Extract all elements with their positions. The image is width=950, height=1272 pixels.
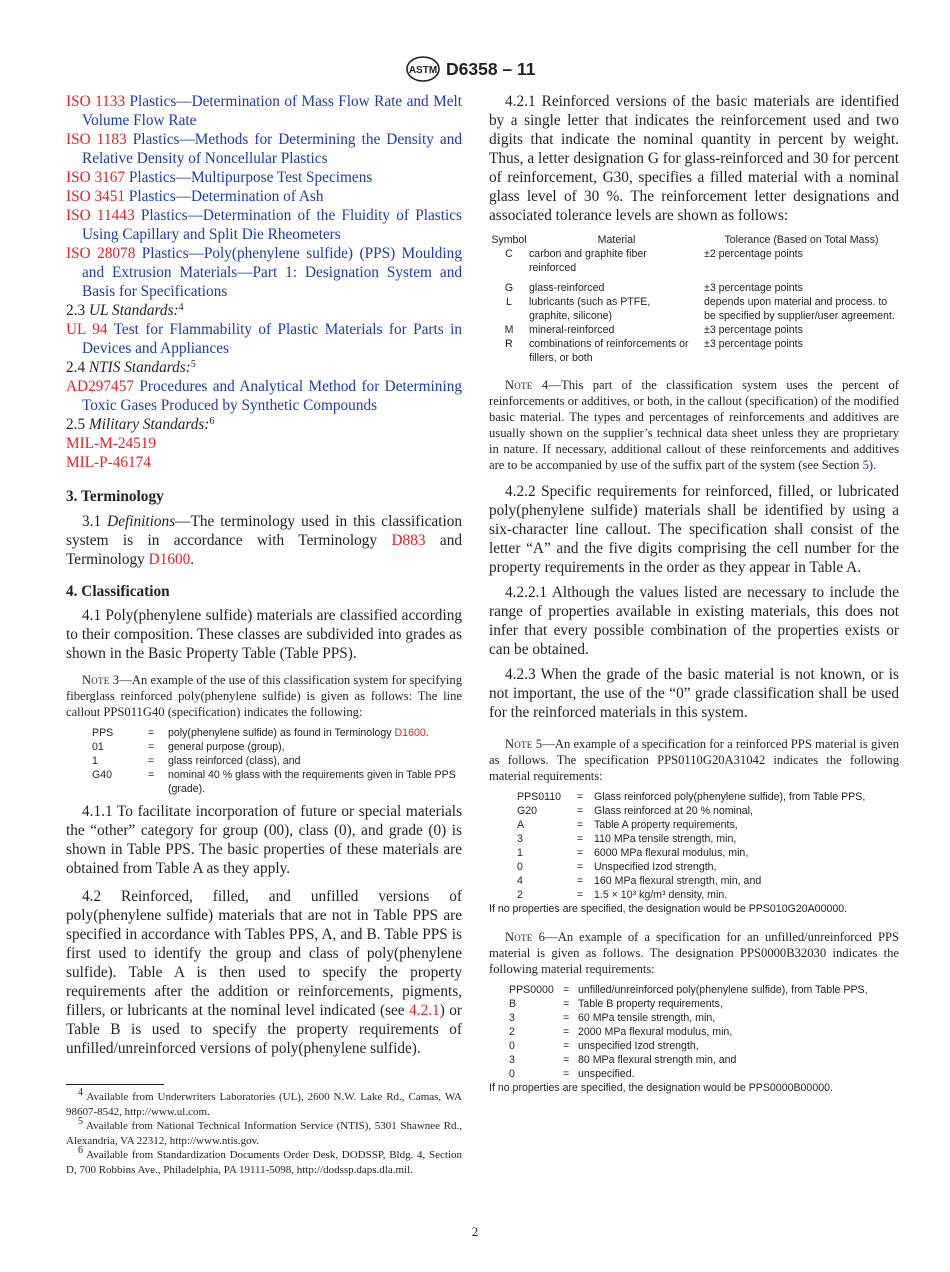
footnote-4: $^4$ Available from Underwriters Laboratories (UL), 2600 N.W. Lake Rd., Camas, WA 98607-8542, http://www.ul.com. <box>66 1087 462 1118</box>
reference-title-link[interactable]: Plastics—Determination of Mass Flow Rate and Melt Volume Flow Rate <box>82 93 463 129</box>
paragraph-4-2-3: 4.2.3 When the grade of the basic material is not known, or is not important, the use of the “0” grade classification shall be used for the reinforced materials in this system. <box>489 666 899 721</box>
table-row: 2 = 1.5 × 10³ kg/m³ density, min. <box>517 889 728 901</box>
section-4-2-1-link[interactable]: 4.2.1 <box>409 1002 440 1019</box>
document-designation: D6358 – 11 <box>446 58 536 79</box>
reference-item <box>66 187 462 206</box>
ntis-standards-heading: 2.4 NTIS Standards:$^5$ <box>66 359 196 376</box>
reference-code-link[interactable]: ISO 3451 <box>66 188 126 205</box>
d1600-link[interactable]: D1600 <box>148 551 191 568</box>
military-standards-heading: 2.5 Military Standards:$^6$ <box>66 416 215 433</box>
reference-item <box>66 244 462 301</box>
paragraph-4-1-1: 4.1.1 To facilitate incorporation of future or special materials the “other” category for group (00), class (0), and grade (0) is shown in Table PPS. The basic properties of these materials are obtained from Table A as they apply. <box>66 803 462 877</box>
note-3: Note 3—An example of the use of this classification system for specifying fiberglass reinforced poly(phenylene sulfide) is given as follows: The line callout PPS011G40 (specification) indicates the following: <box>66 673 462 719</box>
table-row: 01 = general purpose (group), <box>92 741 285 753</box>
table-row: B = Table B property requirements, <box>509 998 723 1010</box>
table-header-row: Symbol Material Tolerance (Based on Total Mass) <box>491 234 879 246</box>
reference-code-link[interactable]: ISO 11443 <box>66 207 135 224</box>
reinforcement-tolerance-table <box>489 233 899 365</box>
reference-title-link[interactable]: Plastics—Poly(phenylene sulfide) (PPS) Moulding and Extrusion Materials—Part 1: Designation System and Basis for Specifications <box>82 245 462 300</box>
table-row: 0 = unspecified Izod strength, <box>509 1040 699 1052</box>
section-heading-classification: 4. Classification <box>66 583 170 600</box>
page-header <box>406 56 536 82</box>
table-row: PPS0000 = unfilled/unreinforced poly(phenylene sulfide), from Table PPS, <box>509 984 868 996</box>
footnotes <box>66 1087 462 1177</box>
table-row: 3 = 80 MPa flexural strength min, and <box>509 1054 737 1066</box>
note-4: Note 4—This part of the classification system uses the percent of reinforcements or additives, or both, in the callout (specification) of the modified basic material. The types and percentages of reinforcements and additives are usually shown on the supplier’s technical data sheet unless they are proprietary in nature. If necessary, additional callout of these reinforcements and additives are to be accompanied by use of the suffix part of the system (see Section 5). <box>489 378 899 472</box>
d883-link[interactable]: D883 <box>391 532 426 549</box>
right-column <box>489 92 899 1095</box>
military-standard-link[interactable]: MIL-M-24519 <box>66 435 157 452</box>
note-6: Note 6—An example of a specification for an unfilled/unreinforced PPS material is given as follows. The designation PPS0000B32030 indicates the following material requirements: <box>489 930 899 976</box>
table-row: 1 = glass reinforced (class), and <box>92 755 301 767</box>
reference-item <box>66 130 462 168</box>
astm-logo <box>406 56 440 82</box>
table-row: PPS = poly(phenylene sulfide) as found in Terminology D1600. <box>92 727 429 739</box>
reference-item <box>66 206 462 244</box>
reference-code-link[interactable]: ISO 1133 <box>66 93 126 110</box>
reference-code-link[interactable]: ISO 1183 <box>66 131 127 148</box>
reference-title-link[interactable]: Plastics—Determination of Ash <box>128 188 324 205</box>
reference-code-link[interactable]: UL 94 <box>66 321 108 338</box>
table-row: R combinations of reinforcements or fillers, or both ±3 percentage points <box>505 338 803 364</box>
reference-title-link[interactable]: Plastics—Determination of the Fluidity of Plastics Using Capillary and Split Die Rheometers <box>82 207 462 243</box>
reference-code-link[interactable]: ISO 28078 <box>66 245 136 262</box>
reference-title-link[interactable]: Test for Flammability of Plastic Materials for Parts in Devices and Appliances <box>82 321 462 357</box>
table-row: L lubricants (such as PTFE, graphite, silicone) depends upon material and process. to be specified by supplier/user agreement. <box>506 296 895 322</box>
ul-standards-heading: 2.3 UL Standards:$^4$ <box>66 302 184 319</box>
reference-title-link[interactable]: Plastics—Methods for Determining the Density and Relative Density of Noncellular Plastics <box>82 131 463 167</box>
paragraph-4-2-2: 4.2.2 Specific requirements for reinforced, filled, or lubricated poly(phenylene sulfide) materials shall be identified by using a six-character line callout. The specification shall consist of the letter “A” and the five digits comprising the cell number for the property requirements in the order as they appear in Table A. <box>489 483 899 576</box>
page-number: 2 <box>471 1224 479 1239</box>
note-6-footer: If no properties are specified, the designation would be PPS0000B00000. <box>489 1082 833 1094</box>
left-column <box>66 92 462 1177</box>
table-row: 0 = unspecified. <box>509 1068 635 1080</box>
reference-item <box>66 168 462 187</box>
note-3-table <box>92 726 460 796</box>
iso-reference-list <box>66 92 462 301</box>
reference-item <box>66 320 462 358</box>
paragraph-4-2-1: 4.2.1 Reinforced versions of the basic materials are identified by a single letter that indicates the reinforcement used and two digits that indicate the nominal quantity in percent by weight. Thus, a letter designation G for glass-reinforced and 30 for percent of reinforcement, G30, specifies a filled material with a nominal glass level of 30 %. The reinforcement letter designations and associated tolerance levels are shown as follows: <box>489 93 899 224</box>
section-5-link[interactable]: 5 <box>862 458 869 472</box>
table-row: 2 = 2000 MPa flexural modulus, min, <box>509 1026 733 1038</box>
military-standard-link[interactable]: MIL-P-46174 <box>66 454 151 471</box>
note-5-table <box>517 790 887 902</box>
footnote-5: $^5$ Available from National Technical Information Service (NTIS), 5301 Shawnee Rd., Alexandria, VA 22312, http://www.ntis.gov. <box>66 1116 462 1147</box>
table-row: PPS0110 = Glass reinforced poly(phenylene sulfide), from Table PPS, <box>517 791 866 803</box>
reference-item <box>66 377 462 415</box>
table-row: M mineral-reinforced ±3 percentage points <box>504 324 803 336</box>
note-6-table <box>509 983 887 1081</box>
table-row: G20 = Glass reinforced at 20 % nominal, <box>517 805 753 817</box>
paragraph-4-2-2-1: 4.2.2.1 Although the values listed are necessary to include the range of properties available in existing materials, this does not infer that every possible combination of the properties exists or can be obtained. <box>489 584 899 658</box>
table-row: 3 = 60 MPa tensile strength, min, <box>509 1012 716 1024</box>
table-row: 0 = Unspecified Izod strength, <box>517 861 717 873</box>
reference-title-link[interactable]: Plastics—Multipurpose Test Specimens <box>128 169 373 186</box>
paragraph-3-1: 3.1 Definitions—The terminology used in this classification system is in accordance with Terminology D883 and Terminology D1600. <box>66 513 462 568</box>
table-row: G glass-reinforced ±3 percentage points <box>504 282 803 294</box>
paragraph-4-2: 4.2 Reinforced, filled, and unfilled versions of poly(phenylene sulfide) materials that are not in Table PPS are specified in accordance with Tables PPS, A, and B. Table PPS is first used to identify the group and class of poly(phenylene sulfide). Table A is then used to specify the property requirements after the addition or reinforcements, pigments, fillers, or lubricants at the nominal level indicated (see 4.2.1) or Table B is used to specify the property requirements of unfilled/unreinforced versions of poly(phenylene sulfide). <box>66 888 462 1057</box>
reference-title-link[interactable]: Procedures and Analytical Method for Determining Toxic Gases Produced by Synthetic Compounds <box>82 378 462 414</box>
table-row: 1 = 6000 MPa flexural modulus, min, <box>517 847 749 859</box>
table-row: A = Table A property requirements, <box>517 819 738 831</box>
table-row: 4 = 160 MPa flexural strength, min, and <box>517 875 762 887</box>
footnote-6: $^6$ Available from Standardization Documents Order Desk, DODSSP, Bldg. 4, Section D, 700 Robbins Ave., Philadelphia, PA 19111-5098, http://dodssp.daps.dla.mil. <box>66 1145 462 1176</box>
note-5-footer: If no properties are specified, the designation would be PPS010G20A00000. <box>489 903 848 915</box>
footnote-divider <box>66 1084 164 1085</box>
d1600-link[interactable]: D1600 <box>394 727 426 739</box>
reference-code-link[interactable]: ISO 3167 <box>66 169 126 186</box>
paragraph-4-1: 4.1 Poly(phenylene sulfide) materials are classified according to their composition. These classes are subdivided into grades as shown in the Basic Property Table (Table PPS). <box>66 607 462 662</box>
table-row: 3 = 110 MPa tensile strength, min, <box>517 833 737 845</box>
reference-code-link[interactable]: AD297457 <box>66 378 134 395</box>
note-5: Note 5—An example of a specification for a reinforced PPS material is given as follows. The specification PPS0110G20A31042 indicates the following material requirements: <box>489 737 899 783</box>
reference-item <box>66 92 462 130</box>
section-heading-terminology: 3. Terminology <box>66 488 164 505</box>
svg-text:ASTM: ASTM <box>408 65 438 76</box>
table-row: G40 = nominal 40 % glass with the requirements given in Table PPS (grade). <box>92 769 456 795</box>
table-row: C carbon and graphite fiber reinforced ±2 percentage points <box>505 248 803 274</box>
